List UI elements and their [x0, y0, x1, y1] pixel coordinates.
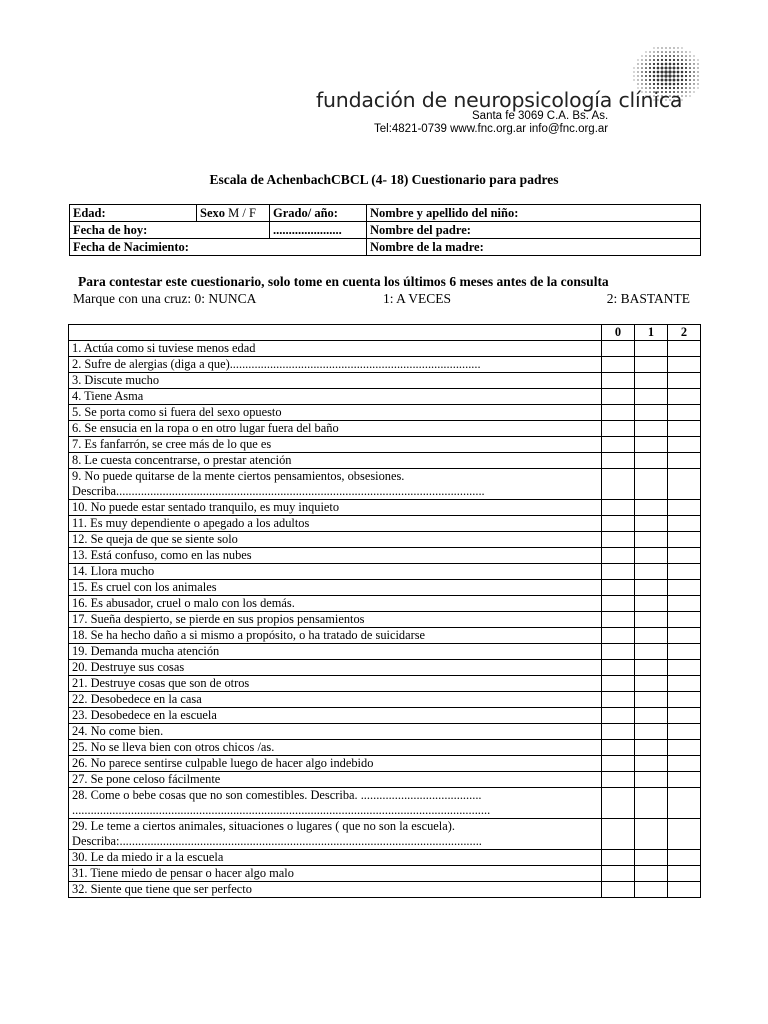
answer-cell-1[interactable] [635, 708, 668, 724]
table-row [69, 724, 701, 740]
answer-cell-0[interactable] [602, 469, 635, 500]
item-text: 13. Está confuso, como en las nubes [69, 548, 602, 564]
item-text: 31. Tiene miedo de pensar o hacer algo malo [69, 866, 602, 882]
table-row [69, 373, 701, 389]
answer-cell-0[interactable] [602, 692, 635, 708]
answer-cell-1[interactable] [635, 357, 668, 373]
answer-cell-0[interactable] [602, 850, 635, 866]
answer-cell-0[interactable] [602, 819, 635, 850]
answer-cell-0[interactable] [602, 532, 635, 548]
item-text: 30. Le da miedo ir a la escuela [69, 850, 602, 866]
table-row [69, 644, 701, 660]
table-row [69, 740, 701, 756]
answer-cell-2[interactable] [668, 692, 701, 708]
answer-cell-2[interactable] [668, 341, 701, 357]
item-text: 6. Se ensucia en la ropa o en otro lugar fuera del baño [69, 421, 602, 437]
item-text: 32. Siente que tiene que ser perfecto [69, 882, 602, 898]
answer-cell-2[interactable] [668, 580, 701, 596]
table-row [69, 756, 701, 772]
answer-cell-2[interactable] [668, 644, 701, 660]
answer-cell-2[interactable] [668, 740, 701, 756]
answer-cell-0[interactable] [602, 676, 635, 692]
answer-cell-2[interactable] [668, 596, 701, 612]
fecha-hoy-field[interactable]: Fecha de hoy: [70, 222, 270, 239]
answer-cell-2[interactable] [668, 516, 701, 532]
answer-cell-2[interactable] [668, 866, 701, 882]
answer-cell-1[interactable] [635, 772, 668, 788]
answer-cell-2[interactable] [668, 819, 701, 850]
answer-cell-2[interactable] [668, 756, 701, 772]
answer-cell-1[interactable] [635, 819, 668, 850]
item-text: 2. Sufre de alergias (diga a que)................................................................................. [69, 357, 602, 373]
answer-cell-0[interactable] [602, 740, 635, 756]
answer-cell-0[interactable] [602, 437, 635, 453]
sexo-field[interactable]: Sexo M / F [197, 205, 270, 222]
answer-cell-1[interactable] [635, 692, 668, 708]
answer-cell-2[interactable] [668, 532, 701, 548]
item-text: 8. Le cuesta concentrarse, o prestar atención [69, 453, 602, 469]
item-text: 11. Es muy dependiente o apegado a los adultos [69, 516, 602, 532]
answer-cell-2[interactable] [668, 469, 701, 500]
table-row [69, 819, 701, 850]
answer-cell-0[interactable] [602, 660, 635, 676]
item-text: 15. Es cruel con los animales [69, 580, 602, 596]
answer-cell-0[interactable] [602, 341, 635, 357]
item-text: 20. Destruye sus cosas [69, 660, 602, 676]
answer-cell-0[interactable] [602, 500, 635, 516]
answer-cell-0[interactable] [602, 564, 635, 580]
table-row [69, 564, 701, 580]
table-row [69, 596, 701, 612]
table-row [69, 788, 701, 819]
answer-cell-0[interactable] [602, 405, 635, 421]
table-row [69, 341, 701, 357]
answer-cell-1[interactable] [635, 788, 668, 819]
table-row [69, 532, 701, 548]
column-header-2: 2 [668, 325, 701, 341]
answer-cell-1[interactable] [635, 660, 668, 676]
answer-cell-2[interactable] [668, 500, 701, 516]
scale-sometimes-label: 1: A VECES [383, 291, 452, 306]
scale-never-label: Marque con una cruz: 0: NUNCA [73, 291, 257, 306]
answer-cell-1[interactable] [635, 740, 668, 756]
table-row [69, 500, 701, 516]
table-row [69, 660, 701, 676]
answer-cell-1[interactable] [635, 548, 668, 564]
item-text: 24. No come bien. [69, 724, 602, 740]
answer-cell-2[interactable] [668, 628, 701, 644]
answer-cell-0[interactable] [602, 516, 635, 532]
item-text: 14. Llora mucho [69, 564, 602, 580]
item-text: 29. Le teme a ciertos animales, situaciones o lugares ( que no son la escuela). Describa:..................................................................................................................... [69, 819, 602, 850]
answer-cell-2[interactable] [668, 724, 701, 740]
answer-cell-0[interactable] [602, 724, 635, 740]
item-text: 17. Sueña despierto, se pierde en sus propios pensamientos [69, 612, 602, 628]
item-text: 9. No puede quitarse de la mente ciertos pensamientos, obsesiones. Describa....................................................................................................................... [69, 469, 602, 500]
table-row [69, 405, 701, 421]
table-row [69, 453, 701, 469]
answer-cell-1[interactable] [635, 516, 668, 532]
answer-cell-1[interactable] [635, 596, 668, 612]
org-name: fundación de neuropsicología clínica [316, 88, 683, 112]
table-row [69, 628, 701, 644]
table-row [69, 357, 701, 373]
column-header-row [69, 325, 701, 341]
answer-cell-0[interactable] [602, 866, 635, 882]
table-row [69, 580, 701, 596]
answer-cell-2[interactable] [668, 676, 701, 692]
answer-cell-0[interactable] [602, 580, 635, 596]
item-text: 5. Se porta como si fuera del sexo opuesto [69, 405, 602, 421]
answer-cell-2[interactable] [668, 850, 701, 866]
answer-cell-1[interactable] [635, 500, 668, 516]
table-row [69, 708, 701, 724]
answer-cell-1[interactable] [635, 453, 668, 469]
answer-cell-2[interactable] [668, 788, 701, 819]
answer-cell-2[interactable] [668, 405, 701, 421]
answer-cell-0[interactable] [602, 373, 635, 389]
item-text: 12. Se queja de que se siente solo [69, 532, 602, 548]
answer-cell-1[interactable] [635, 564, 668, 580]
answer-cell-2[interactable] [668, 373, 701, 389]
answer-cell-0[interactable] [602, 612, 635, 628]
table-row [69, 421, 701, 437]
answer-cell-0[interactable] [602, 788, 635, 819]
answer-cell-1[interactable] [635, 421, 668, 437]
answer-cell-1[interactable] [635, 437, 668, 453]
answer-cell-1[interactable] [635, 580, 668, 596]
table-row [69, 850, 701, 866]
answer-cell-1[interactable] [635, 724, 668, 740]
answer-cell-1[interactable] [635, 469, 668, 500]
answer-cell-1[interactable] [635, 756, 668, 772]
answer-cell-1[interactable] [635, 373, 668, 389]
nombre-madre-field[interactable]: Nombre de la madre: [367, 239, 701, 256]
item-text: 23. Desobedece en la escuela [69, 708, 602, 724]
fecha-nacimiento-field[interactable]: Fecha de Nacimiento: [70, 239, 367, 256]
answer-cell-0[interactable] [602, 772, 635, 788]
item-text: 21. Destruye cosas que son de otros [69, 676, 602, 692]
table-row [69, 469, 701, 500]
fecha-hoy-dots[interactable]: ...................... [270, 222, 367, 239]
item-text: 10. No puede estar sentado tranquilo, es muy inquieto [69, 500, 602, 516]
table-row [69, 612, 701, 628]
column-header-0: 0 [602, 325, 635, 341]
answer-cell-1[interactable] [635, 850, 668, 866]
answer-cell-2[interactable] [668, 548, 701, 564]
answer-cell-1[interactable] [635, 628, 668, 644]
column-header-1: 1 [635, 325, 668, 341]
item-text: 19. Demanda mucha atención [69, 644, 602, 660]
answer-cell-0[interactable] [602, 421, 635, 437]
answer-cell-0[interactable] [602, 708, 635, 724]
table-row [69, 548, 701, 564]
answer-cell-2[interactable] [668, 772, 701, 788]
org-address: Santa fe 3069 C.A. Bs. As. [472, 110, 609, 122]
table-row [69, 882, 701, 898]
table-row [69, 866, 701, 882]
answer-cell-2[interactable] [668, 612, 701, 628]
answer-cell-1[interactable] [635, 341, 668, 357]
answer-cell-0[interactable] [602, 357, 635, 373]
item-text: 3. Discute mucho [69, 373, 602, 389]
answer-cell-0[interactable] [602, 453, 635, 469]
nombre-padre-field[interactable]: Nombre del padre: [367, 222, 701, 239]
grado-field[interactable]: Grado/ año: [270, 205, 367, 222]
answer-cell-0[interactable] [602, 389, 635, 405]
nombre-nino-field[interactable]: Nombre y apellido del niño: [367, 205, 701, 222]
edad-field[interactable]: Edad: [70, 205, 197, 222]
item-text: 25. No se lleva bien con otros chicos /as. [69, 740, 602, 756]
table-row [69, 676, 701, 692]
answer-cell-2[interactable] [668, 708, 701, 724]
table-row [69, 516, 701, 532]
answer-cell-0[interactable] [602, 628, 635, 644]
patient-info-table [69, 204, 701, 256]
org-contact: Tel:4821-0739 www.fnc.org.ar info@fnc.org.ar [374, 123, 609, 135]
item-text: 28. Come o bebe cosas que no son comestibles. Describa. ....................................... ....................................................................................................................................... [69, 788, 602, 819]
answer-cell-1[interactable] [635, 405, 668, 421]
answer-cell-1[interactable] [635, 389, 668, 405]
answer-cell-1[interactable] [635, 882, 668, 898]
item-text: 18. Se ha hecho daño a si mismo a propósito, o ha tratado de suicidarse [69, 628, 602, 644]
item-text: 26. No parece sentirse culpable luego de hacer algo indebido [69, 756, 602, 772]
answer-cell-2[interactable] [668, 421, 701, 437]
item-text: 4. Tiene Asma [69, 389, 602, 405]
item-header-cell [69, 325, 602, 341]
answer-cell-0[interactable] [602, 882, 635, 898]
answer-cell-0[interactable] [602, 596, 635, 612]
answer-cell-2[interactable] [668, 437, 701, 453]
answer-cell-1[interactable] [635, 676, 668, 692]
answer-cell-2[interactable] [668, 357, 701, 373]
answer-cell-0[interactable] [602, 756, 635, 772]
item-text: 22. Desobedece en la casa [69, 692, 602, 708]
instructions-text: Para contestar este cuestionario, solo tome en cuenta los últimos 6 meses antes de la consulta [78, 274, 609, 289]
table-row [69, 437, 701, 453]
questionnaire-items-table [68, 324, 701, 898]
answer-cell-1[interactable] [635, 532, 668, 548]
table-row [69, 389, 701, 405]
answer-cell-1[interactable] [635, 612, 668, 628]
item-text: 1. Actúa como si tuviese menos edad [69, 341, 602, 357]
item-text: 16. Es abusador, cruel o malo con los demás. [69, 596, 602, 612]
table-row [69, 692, 701, 708]
answer-cell-2[interactable] [668, 882, 701, 898]
answer-cell-2[interactable] [668, 660, 701, 676]
table-row [69, 772, 701, 788]
answer-cell-1[interactable] [635, 644, 668, 660]
answer-cell-0[interactable] [602, 644, 635, 660]
answer-cell-1[interactable] [635, 866, 668, 882]
answer-cell-0[interactable] [602, 548, 635, 564]
document-title: Escala de AchenbachCBCL (4- 18) Cuestionario para padres [209, 172, 559, 187]
answer-cell-2[interactable] [668, 453, 701, 469]
answer-cell-2[interactable] [668, 389, 701, 405]
item-text: 27. Se pone celoso fácilmente [69, 772, 602, 788]
item-text: 7. Es fanfarrón, se cree más de lo que es [69, 437, 602, 453]
answer-cell-2[interactable] [668, 564, 701, 580]
scale-often-label: 2: BASTANTE [606, 291, 690, 306]
